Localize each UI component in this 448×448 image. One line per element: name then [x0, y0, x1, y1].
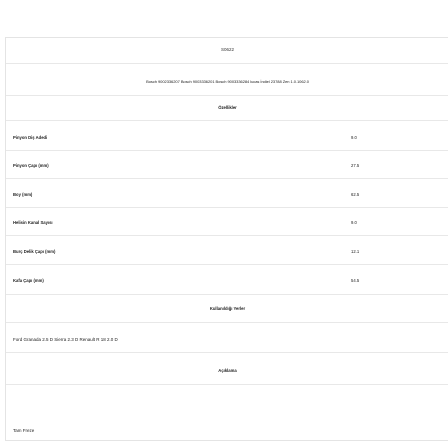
spec-row-length — [6, 192, 448, 202]
spec-value: 62.5 — [351, 192, 360, 197]
spec-row-pinion-teeth — [6, 135, 448, 145]
divider — [6, 95, 448, 96]
divider — [6, 294, 448, 295]
usage-title: Kullanıldığı Yerler — [209, 306, 246, 311]
usage-vehicles: Ford Granada 2.5 D Sierra 2.3 D Renault R 18 2.0 D — [13, 337, 118, 342]
spec-row-head-diameter — [6, 278, 448, 288]
features-title: Özellikler — [218, 105, 237, 110]
spec-value: 54.5 — [351, 278, 360, 283]
product-code: S0622 — [220, 47, 234, 52]
spec-value: 9.0 — [351, 135, 357, 140]
spec-row-pinion-diameter — [6, 163, 448, 173]
spec-row-bushing-bore — [6, 249, 448, 259]
divider — [6, 120, 448, 121]
spec-label: Kafa Çapı (mm) — [13, 278, 44, 283]
divider — [6, 207, 448, 208]
divider — [6, 322, 448, 323]
product-detail-panel — [5, 37, 448, 441]
spec-row-helix-grooves — [6, 220, 448, 230]
divider — [6, 63, 448, 64]
spec-label: Helisin Kanal Sayısı — [13, 220, 53, 225]
spec-value: 27.5 — [351, 163, 360, 168]
divider — [6, 352, 448, 353]
spec-label: Pinyon Çapı (mm) — [13, 163, 49, 168]
spec-value: 9.0 — [351, 220, 357, 225]
description-text: Tam Freze — [13, 428, 35, 433]
spec-label: Burç Delik Çapı (mm) — [13, 249, 56, 254]
divider — [6, 384, 448, 385]
oem-references: Bosch 9002336207 Bosch 9003336201 Bosch 9003336284 lucas İndiel 23788 Zen 1.0.1062.0 — [146, 79, 309, 84]
divider — [6, 235, 448, 236]
divider — [6, 264, 448, 265]
spec-value: 12.1 — [351, 249, 360, 254]
divider — [6, 178, 448, 179]
spec-label: Boy (mm) — [13, 192, 33, 197]
spec-label: Pinyon Diş Adedi — [13, 135, 48, 140]
description-title: Açıklama — [218, 368, 237, 373]
divider — [6, 150, 448, 151]
